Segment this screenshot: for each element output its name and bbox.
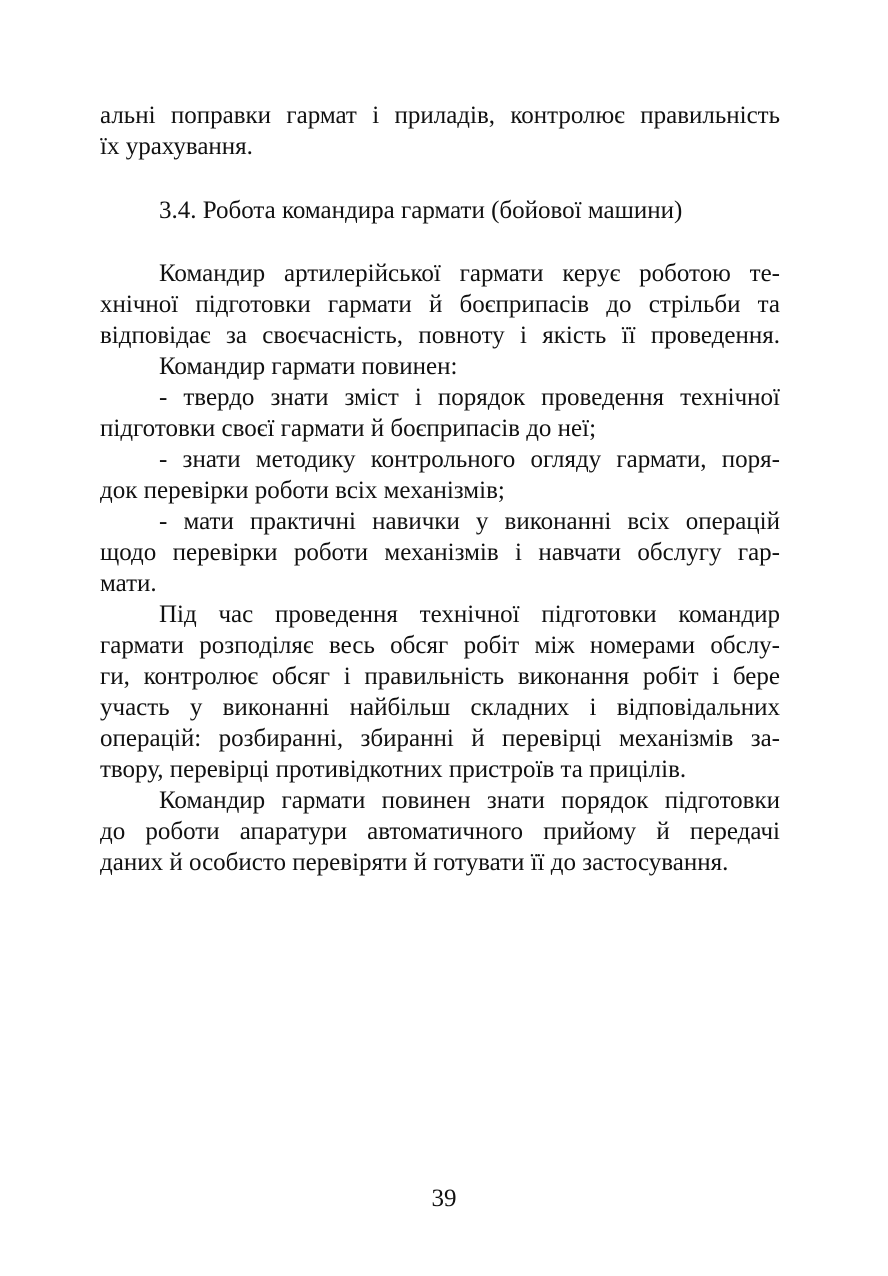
text-line: участь у виконанні найбільш складних і відповідальних: [100, 694, 780, 721]
text-line: Командир гармати повинен знати порядок підготовки: [159, 787, 780, 814]
text-line: - твердо знати зміст і порядок проведення технічної: [159, 384, 780, 411]
paragraph-technical-preparation: [100, 599, 780, 785]
text-line: даних й особисто перевіряти й готувати її до застосування.: [100, 849, 729, 876]
text-line: Командир гармати повинен:: [159, 353, 458, 380]
page-body: [100, 100, 780, 878]
text-line: Під час проведення технічної підготовки командир: [159, 601, 780, 628]
section-heading: 3.4. Робота командира гармати (бойової машини): [159, 197, 683, 224]
text-line: твору, перевірці противідкотних пристроїв та прицілів.: [100, 756, 687, 783]
paragraph-duties-intro: [100, 351, 780, 382]
list-item: [100, 506, 780, 599]
text-line: ги, контролює обсяг і правильність виконання робіт і бере: [100, 663, 780, 690]
text-line: - мати практичні навички у виконанні всіх операцій: [159, 508, 780, 535]
list-item: [100, 382, 780, 444]
text-line: мати.: [100, 570, 157, 597]
text-line: їх урахування.: [100, 133, 253, 160]
paragraph-intro: [100, 258, 780, 351]
text-line: відповідає за своєчасність, повноту і якість її проведення.: [100, 322, 780, 349]
text-line: хнічної підготовки гармати й боєприпасів до стрільби та: [100, 291, 780, 318]
list-item: [100, 444, 780, 506]
text-line: гармати розподіляє весь обсяг робіт між номерами обслу-: [100, 632, 780, 659]
top-paragraph: [100, 100, 780, 162]
text-line: Командир артилерійської гармати керує роботою те-: [159, 260, 780, 287]
spacer: [100, 162, 780, 195]
text-line: до роботи апаратури автоматичного прийому й передачі: [100, 818, 780, 845]
text-line: операцій: розбиранні, збиранні й перевірці механізмів за-: [100, 725, 780, 752]
paragraph-equipment: [100, 785, 780, 878]
spacer: [100, 226, 780, 258]
text-line: підготовки своєї гармати й боєприпасів до неї;: [100, 415, 597, 442]
text-line: щодо перевірки роботи механізмів і навчати обслугу гар-: [100, 539, 780, 566]
text-line: - знати методику контрольного огляду гармати, поря-: [159, 446, 780, 473]
text-line: док перевірки роботи всіх механізмів;: [100, 477, 505, 504]
page-number: 39: [431, 1185, 457, 1212]
text-line: альні поправки гармат і приладів, контролює правильність: [100, 102, 780, 129]
